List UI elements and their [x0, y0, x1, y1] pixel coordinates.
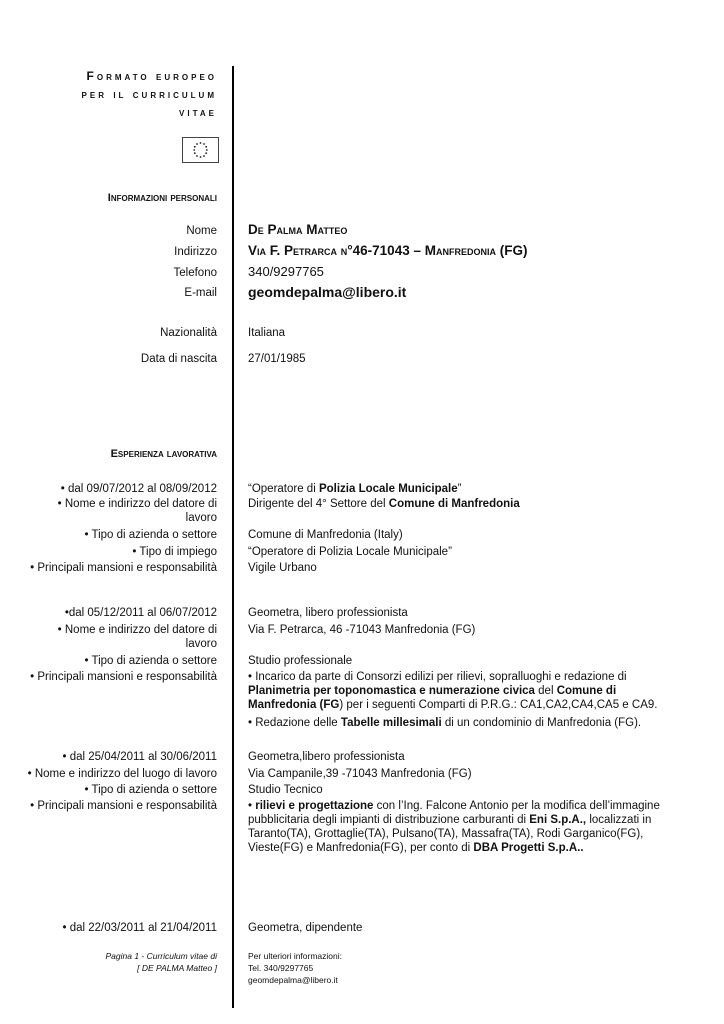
label-nome: Nome	[186, 225, 217, 237]
value-nazionalita: Italiana	[248, 327, 286, 339]
job2-employer: Via F. Petrarca, 46 -71043 Manfredonia (FG)	[248, 624, 476, 636]
job2-duties-label: • Principali mansioni e responsabilità	[30, 671, 217, 683]
job4-role: Geometra, dipendente	[248, 922, 363, 934]
job3-role: Geometra,libero professionista	[248, 751, 405, 763]
job4-date-label: • dal 22/03/2011 al 21/04/2011	[62, 922, 217, 934]
eu-flag-icon	[182, 137, 219, 163]
job3-place: Via Campanile,39 -71043 Manfredonia (FG)	[248, 768, 472, 780]
value-data-nascita: 27/01/1985	[248, 353, 306, 365]
section-experience: Esperienza lavorativa	[110, 448, 217, 460]
job2-sector-label: • Tipo di azienda o settore	[84, 655, 217, 667]
value-nome: De Palma Matteo	[248, 222, 348, 237]
label-nazionalita: Nazionalità	[160, 327, 217, 339]
job2-date-label: •dal 05/12/2011 al 06/07/2012	[64, 607, 217, 619]
job1-duties-label: • Principali mansioni e responsabilità	[30, 562, 217, 574]
label-email: E-mail	[184, 287, 217, 299]
job3-duties-label: • Principali mansioni e responsabilità	[30, 800, 217, 812]
job1-type: “Operatore di Polizia Locale Municipale”	[248, 546, 452, 558]
vertical-divider	[232, 66, 234, 1008]
cv-title-line3: vitae	[179, 105, 217, 119]
footer-page-info: Pagina 1 - Curriculum vitae di [ DE PALMA Matteo ]	[105, 951, 217, 973]
value-email[interactable]: geomdepalma@libero.it	[248, 284, 407, 300]
job1-role: “Operatore di Polizia Locale Municipale”	[248, 483, 462, 495]
footer-contact: Per ulteriori informazioni: Tel. 340/9297765 geomdepalma@libero.it	[248, 951, 343, 985]
job1-date-label: • dal 09/07/2012 al 08/09/2012	[60, 483, 217, 495]
job2-duty1: • Incarico da parte di Consorzi edilizi per rilievi, sopralluoghi e redazione di Planimetria per toponomastica e numerazione civica del Comune di Manfredonia (FG) per i seguenti Comparti di P.R.G.: CA1,CA2,CA4,CA5 e CA9.	[248, 671, 658, 711]
job1-employer-label: • Nome e indirizzo del datore di lavoro	[57, 498, 217, 524]
cv-title-line2: per il curriculum	[81, 87, 217, 101]
job2-duty2: • Redazione delle Tabelle millesimali di un condominio di Manfredonia (FG).	[248, 717, 642, 729]
job3-sector: Studio Tecnico	[248, 784, 323, 796]
section-personal-info: Informazioni personali	[107, 192, 217, 204]
job2-sector: Studio professionale	[248, 655, 353, 667]
job1-employer: Dirigente del 4° Settore del Comune di Manfredonia	[248, 498, 520, 510]
job3-date-label: • dal 25/04/2011 al 30/06/2011	[62, 751, 217, 763]
job1-sector: Comune di Manfredonia (Italy)	[248, 529, 403, 541]
job3-place-label: • Nome e indirizzo del luogo di lavoro	[27, 768, 217, 780]
job3-sector-label: • Tipo di azienda o settore	[84, 784, 217, 796]
job1-type-label: • Tipo di impiego	[132, 546, 217, 558]
job2-role: Geometra, libero professionista	[248, 607, 408, 619]
job3-duty: • rilievi e progettazione con l’Ing. Falcone Antonio per la modifica dell’immagine pubblicitaria degli impianti di distribuzione carburanti di Eni S.p.A., localizzati in Taranto(TA), Grottaglie(TA), Pulsano(TA), Massafra(TA), Rodi Garganico(FG), Vieste(FG) e Manfredonia(FG), per conto di DBA Progetti S.p.A..	[248, 800, 660, 854]
job1-duties: Vigile Urbano	[248, 562, 317, 574]
label-data-nascita: Data di nascita	[140, 353, 217, 365]
label-telefono: Telefono	[173, 267, 217, 279]
value-telefono: 340/9297765	[248, 264, 324, 279]
value-indirizzo: Via F. Petrarca n°46-71043 – Manfredonia (FG)	[248, 243, 528, 258]
job1-sector-label: • Tipo di azienda o settore	[84, 529, 217, 541]
job2-employer-label: • Nome e indirizzo del datore di lavoro	[57, 624, 217, 650]
label-indirizzo: Indirizzo	[174, 246, 217, 258]
cv-title-line1: Formato europeo	[86, 69, 217, 83]
